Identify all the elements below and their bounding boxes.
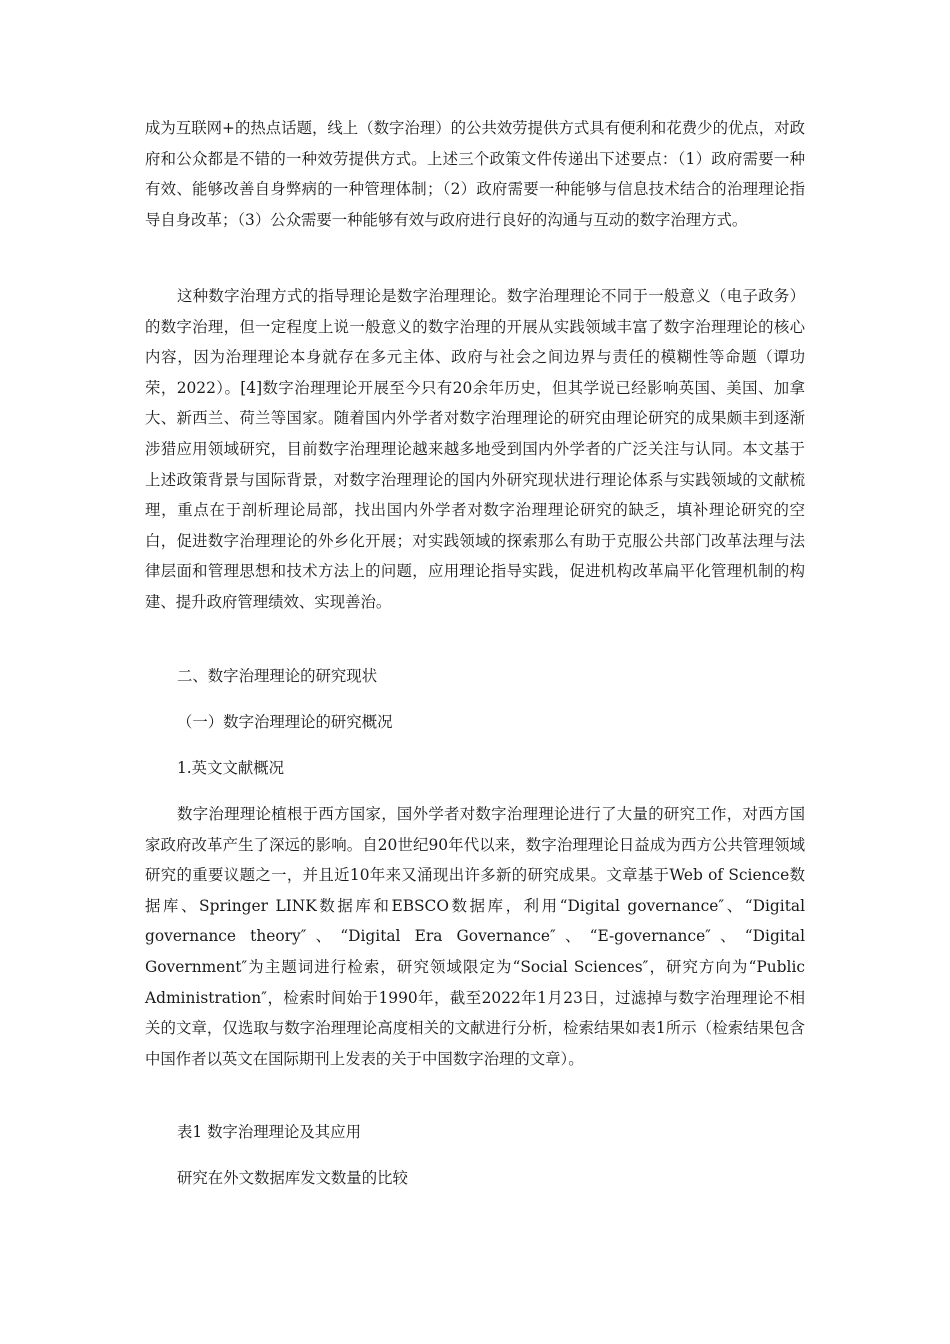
item-heading: 1.英文文献概况 [177, 759, 285, 777]
subsection-heading: （一）数字治理理论的研究概况 [177, 713, 393, 731]
paragraph-english-literature: 数字治理理论植根于西方国家，国外学者对数字治理理论进行了大量的研究工作，对西方国家政府改革产生了深远的影响。自20世纪90年代以来，数字治理理论日益成为西方公共管理领域研究的重要议题之一，并且近10年来又涌现出许多新的研究成果。文章基于Web of Science数据库、Springer LINK数据库和EBSCO数据库，利用“Digital governance″、“Digital governance theory″、“Digital Era Governance″、“E-governance″、“Digital Government″为主题词进行检索，研究领域限定为“Social Sciences″，研究方向为“Public Administration″，检索时间始于1990年，截至2022年1月23日，过滤掉与数字治理理论不相关的文章，仅选取与数字治理理论高度相关的文献进行分析，检索结果如表1所示（检索结果包含中国作者以英文在国际期刊上发表的关于中国数字治理的文章）。 [145, 805, 805, 1068]
table-caption-title: 表1 数字治理理论及其应用 [177, 1123, 361, 1141]
paragraph-policy-summary: 成为互联网+的热点话题，线上（数字治理）的公共效劳提供方式具有便利和花费少的优点，对政府和公众都是不错的一种效劳提供方式。上述三个政策文件传递出下述要点：（1）政府需要一种有效、能够改善自身弊病的一种管理体制；（2）政府需要一种能够与信息技术结合的治理理论指导自身改革；（3）公众需要一种能够有效与政府进行良好的沟通与互动的数字治理方式。 [145, 119, 805, 229]
section-heading: 二、数字治理理论的研究现状 [177, 667, 378, 685]
table-caption-subtitle: 研究在外文数据库发文数量的比较 [177, 1169, 408, 1187]
paragraph-theory-intro: 这种数字治理方式的指导理论是数字治理理论。数字治理理论不同于一般意义（电子政务）的数字治理，但一定程度上说一般意义的数字治理的开展从实践领域丰富了数字治理理论的核心内容，因为治理理论本身就存在多元主体、政府与社会之间边界与责任的模糊性等命题（谭功荣，2022）。[4]数字治理理论开展至今只有20余年历史，但其学说已经影响英国、美国、加拿大、新西兰、荷兰等国家。随着国内外学者对数字治理理论的研究由理论研究的成果颇丰到逐渐涉猎应用领域研究，目前数字治理理论越来越多地受到国内外学者的广泛关注与认同。本文基于上述政策背景与国际背景，对数字治理理论的国内外研究现状进行理论体系与实践领域的文献梳理，重点在于剖析理论局部，找出国内外学者对数字治理理论研究的缺乏，填补理论研究的空白，促进数字治理理论的外乡化开展；对实践领域的探索那么有助于克服公共部门改革法理与法律层面和管理思想和技术方法上的问题，应用理论指导实践，促进机构改革扁平化管理机制的构建、提升政府管理绩效、实现善治。 [145, 287, 805, 611]
